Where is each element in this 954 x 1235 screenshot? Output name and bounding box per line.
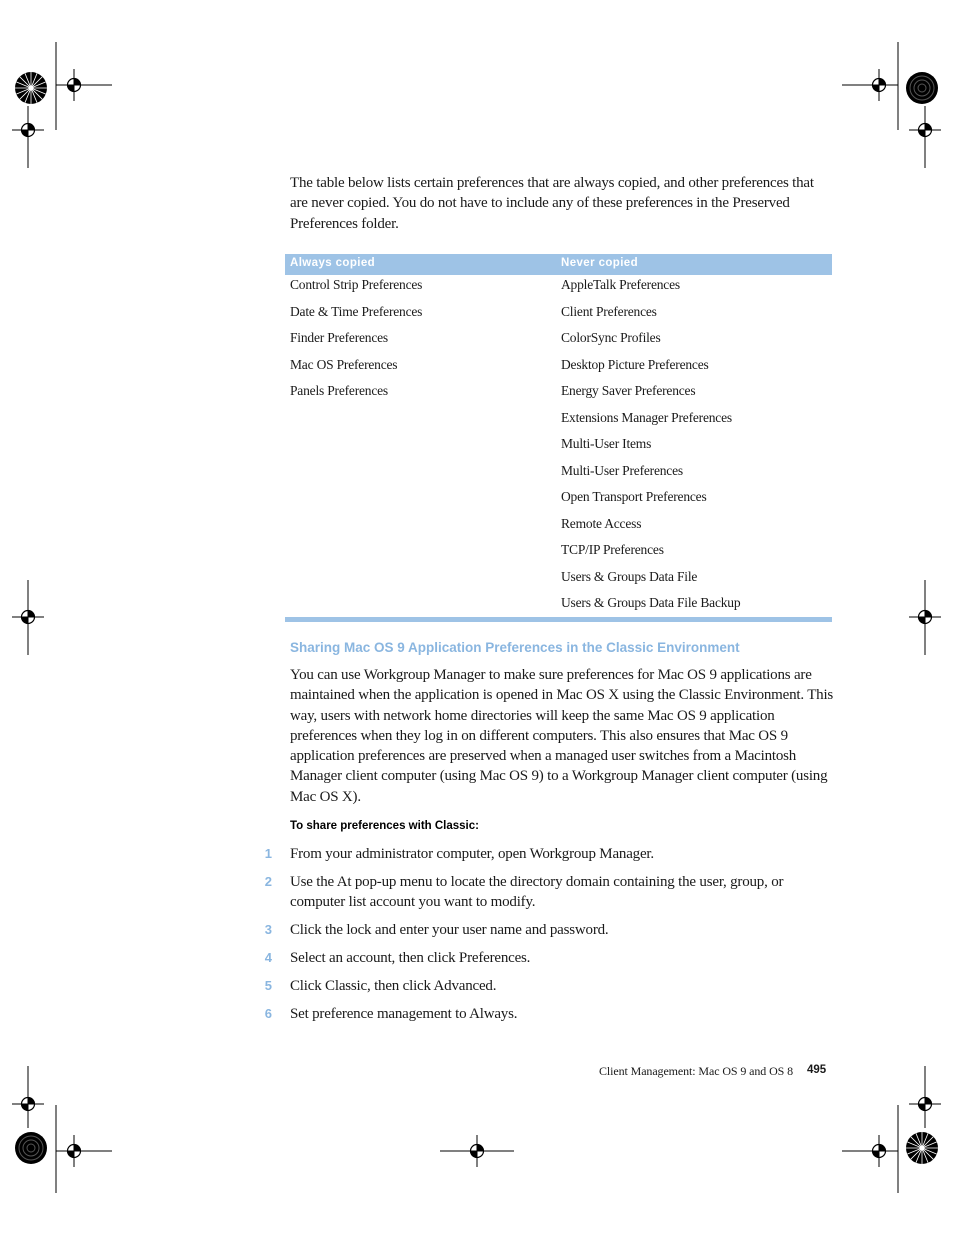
step-number: 4 xyxy=(264,950,272,965)
section-heading: Sharing Mac OS 9 Application Preferences in the Classic Environment xyxy=(290,640,740,655)
table-cell: Remote Access xyxy=(561,515,642,531)
intro-paragraph: The table below lists certain preferences that are always copied, and other preferences that are never copied. You do not have to include any of these preferences in the Preserved Preferences folder. xyxy=(290,175,814,232)
table-cell: TCP/IP Preferences xyxy=(561,542,664,557)
page-number: 495 xyxy=(807,1064,827,1076)
table-cell: Users & Groups Data File xyxy=(561,568,698,584)
table-bottom-rule xyxy=(285,617,832,622)
step-text: Click Classic, then click Advanced. xyxy=(290,978,497,994)
table-header xyxy=(285,254,832,275)
step-text: Set preference management to Always. xyxy=(290,1006,518,1022)
table-cell: Panels Preferences xyxy=(290,383,388,398)
step-number: 2 xyxy=(264,874,272,889)
table-cell: Energy Saver Preferences xyxy=(561,383,696,398)
table-cell: ColorSync Profiles xyxy=(561,330,661,345)
table-cell: Extensions Manager Preferences xyxy=(561,409,732,425)
always-copied-column xyxy=(290,275,422,408)
step-text: Click the lock and enter your user name and password. xyxy=(290,922,609,938)
step-text: From your administrator computer, open Workgroup Manager. xyxy=(290,846,654,862)
table-cell: Finder Preferences xyxy=(290,330,388,345)
header-always-copied: Always copied xyxy=(290,257,376,269)
table-cell: Control Strip Preferences xyxy=(290,277,423,292)
step-number: 3 xyxy=(264,922,272,937)
table-cell: Users & Groups Data File Backup xyxy=(561,595,741,610)
step-number: 6 xyxy=(264,1006,272,1021)
table-cell: Open Transport Preferences xyxy=(561,489,707,504)
never-copied-column xyxy=(561,275,740,620)
table-cell: Desktop Picture Preferences xyxy=(561,356,709,372)
table-cell: Mac OS Preferences xyxy=(290,356,398,372)
header-never-copied: Never copied xyxy=(561,257,639,269)
table-cell: Multi-User Items xyxy=(561,436,652,451)
step-number: 5 xyxy=(264,978,272,993)
step-text: Use the At pop-up menu to locate the directory domain containing the user, group, or computer list account you want to modify. xyxy=(290,874,784,911)
table-cell: Client Preferences xyxy=(561,303,657,319)
table-cell: Date & Time Preferences xyxy=(290,303,423,319)
procedure-heading: To share preferences with Classic: xyxy=(290,820,479,832)
section-body-paragraph: You can use Workgroup Manager to make sure preferences for Mac OS 9 applications are maintained when the application is opened in Mac OS X using the Classic Environment. This way, users with network home directories will keep the same Mac OS 9 application preferences when they log in on different computers. This also ensures that Mac OS 9 application preferences are preserved when a managed user switches from a Macintosh Manager client computer (using Mac OS 9) to a Workgroup Manager client computer (using Mac OS X). xyxy=(290,667,834,805)
table-cell: AppleTalk Preferences xyxy=(561,277,680,292)
preferences-table xyxy=(285,254,832,610)
step-number: 1 xyxy=(264,846,272,861)
table-cell: Multi-User Preferences xyxy=(561,462,683,478)
footer-chapter-title: Client Management: Mac OS 9 and OS 8 xyxy=(599,1064,794,1078)
step-text: Select an account, then click Preferences. xyxy=(290,950,531,966)
